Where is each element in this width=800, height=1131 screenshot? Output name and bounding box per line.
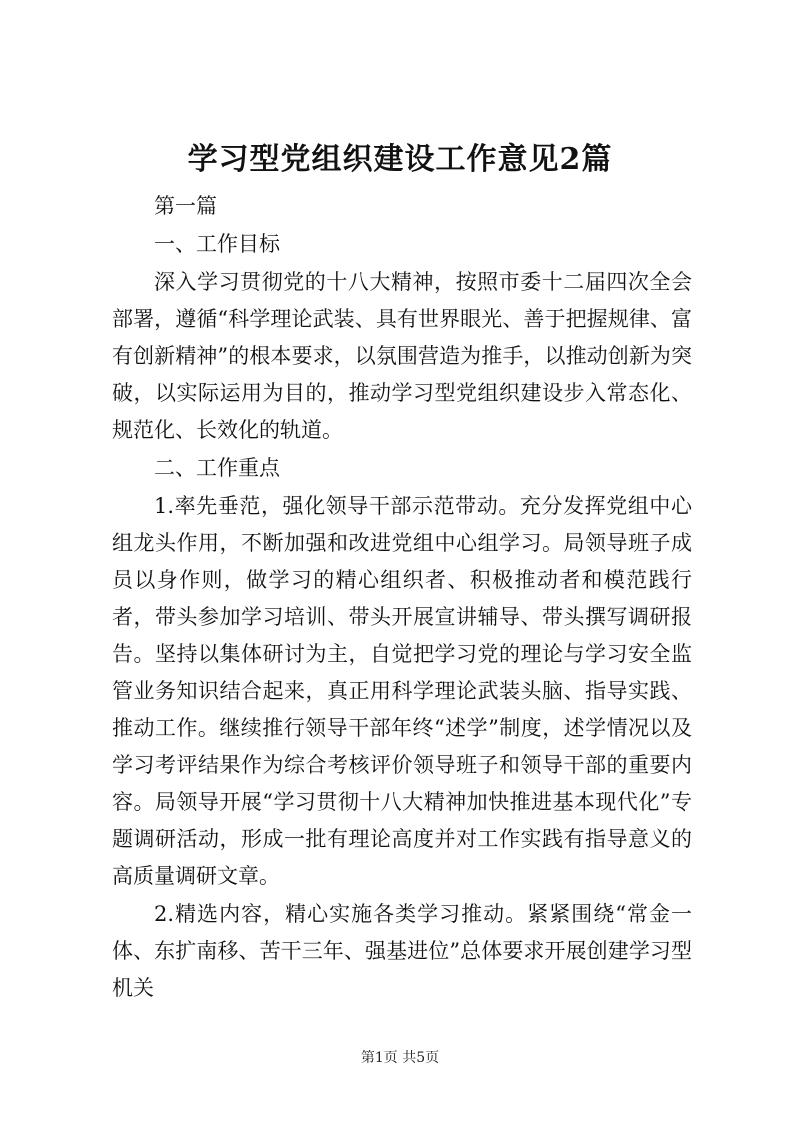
document-body (112, 188, 692, 1008)
heading-work-goals: 一、工作目标 (154, 232, 280, 256)
paragraph-focus-1: 1.率先垂范，强化领导干部示范带动。充分发挥党组中心组龙头作用，不断加强和改进党组中心组学习。局领导班子成员以身作则，做学习的精心组织者、积极推动者和模范践行者，带头参加学习培训、带头开展宣讲辅导、带头撰写调研报告。坚持以集体研讨为主，自觉把学习党的理论与学习安全监管业务知识结合起来，真正用科学理论武装头脑、指导实践、推动工作。继续推行领导干部年终“述学”制度，述学情况以及学习考评结果作为综合考核评价领导班子和领导干部的重要内容。局领导开展“学习贯彻十八大精神加快推进基本现代化”专题调研活动，形成一批有理论高度并对工作实践有指导意义的高质量调研文章。 (112, 494, 692, 888)
document-title: 学习型党组织建设工作意见2篇 (187, 142, 613, 177)
section-label: 第一篇 (154, 194, 217, 218)
paragraph-work-goals: 深入学习贯彻党的十八大精神，按照市委十二届四次全会部署，遵循“科学理论武装、具有世界眼光、善于把握规律、富有创新精神”的根本要求，以氛围营造为推手，以推动创新为突破，以实际运用为目的，推动学习型党组织建设步入常态化、规范化、长效化的轨道。 (112, 270, 692, 442)
page-footer: 第1页 共5页 (360, 1050, 440, 1066)
heading-work-focus: 二、工作重点 (154, 456, 280, 480)
paragraph-focus-2: 2.精选内容，精心实施各类学习推动。紧紧围绕“常金一体、东扩南移、苦干三年、强基进位”总体要求开展创建学习型机关 (112, 902, 692, 1000)
